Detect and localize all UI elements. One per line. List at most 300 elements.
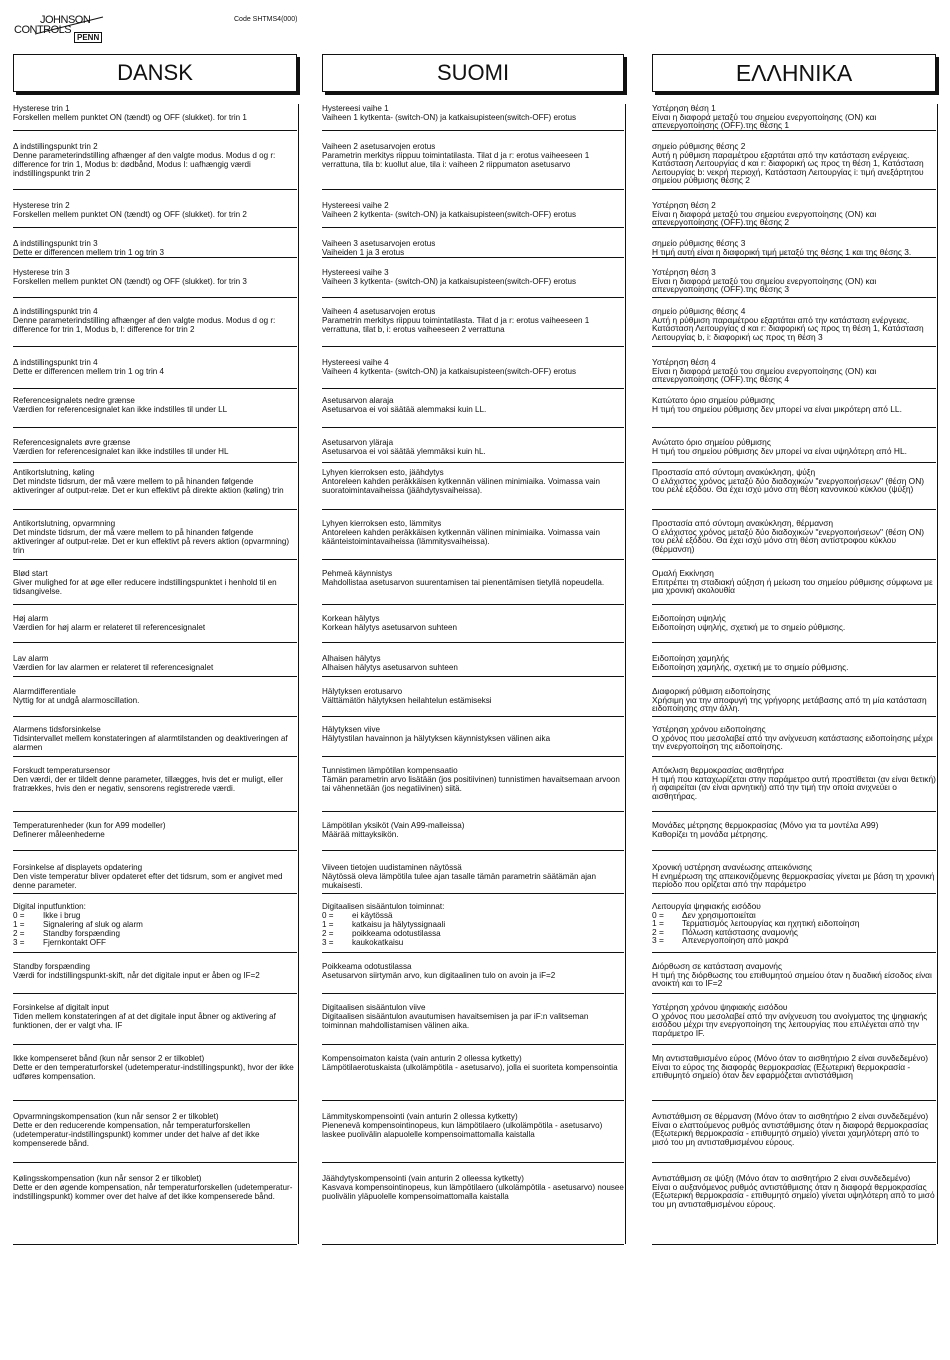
parameter-entry — [13, 1003, 297, 1030]
parameter-entry — [322, 654, 624, 672]
parameter-title: Χρονική υστέρηση ανανέωσης απεικόνισης — [652, 862, 812, 872]
parameter-entry — [322, 1112, 624, 1139]
parameter-title: Μη αντισταθμισμένο εύρος (Μόνο όταν το αισθητήριο 2 είναι συνδεδεμένο) — [652, 1053, 929, 1063]
parameter-entry — [652, 725, 936, 751]
parameter-entry — [322, 725, 624, 743]
parameter-entry — [13, 268, 297, 286]
parameter-entry — [652, 142, 936, 185]
parameter-entry — [13, 569, 297, 596]
entry-divider — [13, 346, 297, 347]
parameter-description: Det mindste tidsrum, der må være mellem to på hinanden følgende aktiveringer af output-relæ. Det er kun effektivt på direkte aktion (køling) trin — [13, 477, 284, 496]
parameter-description: Værdien for lav alarmen er relateret til referencesignalet — [13, 663, 214, 673]
parameter-description: Η τιμή του σημείου ρύθμισης δεν μπορεί να είναι μικρότερη από LL. — [652, 403, 902, 414]
option-key: 1 = — [652, 918, 664, 929]
parameter-entry — [652, 902, 936, 945]
parameter-entry — [13, 687, 297, 705]
parameter-entry — [652, 614, 936, 631]
parameter-title: Δ indstillingspunkt trin 4 — [13, 307, 98, 316]
parameter-title: Προστασία από σύντομη ανακύκληση, ψύξη — [652, 467, 816, 477]
parameter-title: Lav alarm — [13, 654, 49, 663]
parameter-title: Lyhyen kierroksen esto, jäähdytys — [322, 468, 444, 477]
parameter-description: Parametrin merkitys riippuu toimintatilasta. Tilat d ja r: erotus vaiheeseen 1 verrattuna, tilat b, i: erotus vaiheeseen 2 verrattuna — [322, 316, 590, 335]
entry-divider — [652, 227, 936, 228]
parameter-title: Κατώτατο όριο σημείου ρύθμισης — [652, 395, 775, 405]
entry-divider — [652, 642, 936, 643]
parameter-description: Værdien for referencesignalet kan ikke indstilles til under HL — [13, 447, 229, 457]
entry-divider — [652, 952, 936, 953]
parameter-entry — [13, 654, 297, 672]
parameter-description: Välttämätön hälytyksen heilahtelun estämiseksi — [322, 696, 492, 706]
parameter-title: Δ indstillingspunkt trin 4 — [13, 358, 98, 367]
parameter-entry — [652, 766, 936, 800]
parameter-title: Δ indstillingspunkt trin 2 — [13, 142, 98, 151]
entry-divider — [322, 388, 624, 389]
parameter-entry — [13, 468, 297, 495]
parameter-entry — [13, 358, 297, 376]
parameter-title: Vaiheen 4 asetusarvojen erotus — [322, 307, 436, 316]
parameter-title: Vaiheen 3 asetusarvojen erotus — [322, 239, 436, 248]
parameter-title: Kompensoimaton kaista (vain anturin 2 ollessa kytketty) — [322, 1054, 522, 1063]
parameter-entry — [322, 821, 624, 839]
parameter-title: Kølingsskompensation (kun når sensor 2 er tilkoblet) — [13, 1174, 202, 1183]
parameter-description: Kasvava kompensointinopeus, kun lämpötilaero (ulkolämpötila - asetusarvo) nousee puolivälin yläpuolelle kompensoimattomalla kaistalla — [322, 1183, 624, 1202]
parameter-description: Vaiheen 2 kytkenta- (switch-ON) ja katkaisupisteen(switch-OFF) erotus — [322, 210, 576, 220]
parameter-title: Asetusarvon yläraja — [322, 438, 394, 447]
option-key: 0 = — [652, 909, 664, 920]
parameter-description: Dette er den temperaturforskel (udetemperatur-indstillingspunkt), hvor der ikke udføres kompensation. — [13, 1063, 294, 1082]
parameter-title: Hystereesi vaihe 2 — [322, 201, 389, 210]
parameter-description: Χρήσιμη για την αποφυγή της γρήγορης μετάβασης από τη μία κατάσταση ειδοποίησης στην άλλη. — [652, 694, 927, 714]
parameter-title: Antikortslutning, opvarmning — [13, 519, 116, 528]
parameter-description: Η τιμή που καταχωρίζεται στην παράμετρο αυτή προστίθεται (αν είναι θετική) ή αφαιρείται (αν είναι αρνητική) από την τιμή την οποία ανιχνεύει ο αισθητήρας. — [652, 773, 936, 801]
option-value: Δεν χρησιμοποιείται — [682, 909, 756, 920]
option-value: Signalering af sluk og alarm — [43, 920, 143, 930]
entry-divider — [652, 388, 936, 389]
parameter-entry — [13, 519, 297, 555]
option-value: Fjernkontakt OFF — [43, 938, 106, 948]
parameter-entry — [652, 1112, 936, 1146]
option-key: 1 = — [322, 920, 334, 930]
language-header: SUOMI — [322, 54, 624, 92]
parameter-description: Lämpötilaerotuskaista (ulkolämpötila - asetusarvo), jolla ei suoriteta kompensointia — [322, 1063, 618, 1073]
parameter-entry — [652, 239, 936, 256]
entry-divider — [322, 756, 624, 757]
parameter-title: Forskudt temperatursensor — [13, 766, 111, 775]
parameter-title: Ειδοποίηση χαμηλής — [652, 653, 730, 663]
option-key: 3 = — [322, 938, 334, 948]
entry-divider — [13, 257, 297, 258]
entry-divider — [13, 427, 297, 428]
parameter-description: Vaiheen 1 kytkenta- (switch-ON) ja katkaisupisteen(switch-OFF) erotus — [322, 113, 576, 123]
logo-penn-badge: PENN — [74, 32, 102, 43]
parameter-title: Jäähdytyskompensointi (vain anturin 2 olleessa kytketty) — [322, 1174, 524, 1183]
parameter-description: Είναι ο ελαττούμενος ρυθμός αντιστάθμισης όταν η διαφορά θερμοκρασίας (Εξωτερική θερμοκρασία - επιθυμητό σημείο) γίνεται χαμηλότερη από το μισό του μη αντισταθμισμένου εύρους. — [652, 1119, 929, 1147]
parameter-entry — [322, 902, 624, 947]
option-row — [13, 938, 297, 947]
parameter-description: Tiden mellem konstateringen af at det digitale input åbner og aktivering af funktionen, der er valgt vha. IF — [13, 1012, 276, 1031]
parameter-description: Parametrin merkitys riippuu toimintatilasta. Tilat d ja r: erotus vaiheeseen 1 verrattuna, tila b: kuollut alue, tila i: vaiheen 2 riippumaton asetusarvo — [322, 151, 590, 170]
parameter-description: Værdien for høj alarm er relateret til referencesignalet — [13, 623, 206, 633]
column-divider — [625, 104, 627, 1244]
parameter-title: Διόρθωση σε κατάσταση αναμονής — [652, 961, 783, 971]
parameter-description: Αυτή η ρύθμιση παραμέτρου εξαρτάται από την κατάσταση ενέργειας. Κατάσταση Λειτουργίας d και r: διαφορική ως προς τη θέση 1, Κατάσταση Λειτουργίας b, i: διαφορική ως προς τη θέση 3 — [652, 314, 924, 342]
parameter-entry — [652, 569, 936, 595]
entry-divider — [652, 257, 936, 258]
option-value: ei käytössä — [352, 911, 393, 921]
parameter-entry — [652, 468, 936, 494]
parameter-entry — [322, 104, 624, 122]
entry-divider — [652, 130, 936, 131]
entry-divider — [652, 893, 936, 894]
parameter-entry — [13, 104, 297, 122]
option-value: Απενεργοποίηση από μακρά — [682, 935, 789, 946]
option-row — [322, 911, 624, 920]
column-divider — [298, 104, 300, 1244]
parameter-title: Απόκλιση θερμοκρασίας αισθητήρα — [652, 765, 784, 775]
parameter-entry — [13, 725, 297, 752]
parameter-entry — [322, 438, 624, 456]
option-value: Ikke i brug — [43, 911, 81, 921]
entry-divider — [322, 676, 624, 677]
entry-divider — [13, 642, 297, 643]
parameter-description: Vaiheen 4 kytkenta- (switch-ON) ja katkaisupisteen(switch-OFF) erotus — [322, 367, 576, 377]
parameter-entry — [13, 239, 297, 257]
parameter-description: Είναι η διαφορά μεταξύ του σημείου ενεργοποίησης (ON) και απενεργοποίησης (OFF).της θέσης 1 — [652, 111, 877, 131]
parameter-entry — [13, 396, 297, 414]
parameter-title: Standby forspænding — [13, 962, 90, 971]
entry-divider — [322, 427, 624, 428]
entry-divider — [13, 993, 297, 994]
column-greek — [652, 54, 936, 1209]
parameter-title: Hystereesi vaihe 4 — [322, 358, 389, 367]
parameter-description: Επιτρέπει τη σταδιακή αύξηση ή μείωση του σημείου ρύθμισης σύμφωνα με μια χρονική ακολουθία — [652, 576, 933, 596]
parameter-entry — [322, 1174, 624, 1201]
parameter-title: Digitaalisen sisääntulon viive — [322, 1003, 426, 1012]
parameter-entry — [322, 358, 624, 376]
parameter-title: Korkean hälytys — [322, 614, 380, 623]
entry-divider — [322, 850, 624, 851]
parameter-title: Forsinkelse af digitalt input — [13, 1003, 109, 1012]
parameter-description: Καθορίζει τη μονάδα μέτρησης. — [652, 828, 768, 839]
parameter-title: Antikortslutning, køling — [13, 468, 95, 477]
entry-divider — [13, 297, 297, 298]
option-key: 0 = — [13, 911, 25, 921]
parameter-title: Alarmdifferentiale — [13, 687, 76, 696]
parameter-title: Digital inputfunktion: — [13, 902, 86, 911]
entry-divider — [13, 716, 297, 717]
parameter-entry — [13, 1174, 297, 1201]
column-divider — [937, 104, 939, 1244]
entry-divider — [13, 676, 297, 677]
parameter-description: Dette er differencen mellem trin 1 og trin 3 — [13, 248, 165, 258]
entry-divider — [322, 257, 624, 258]
entry-divider — [322, 559, 624, 560]
parameter-entry — [322, 569, 624, 587]
entry-divider — [322, 130, 624, 131]
entry-divider — [652, 756, 936, 757]
parameter-entry — [322, 863, 624, 890]
parameter-title: Opvarmningskompensation (kun når sensor 2 er tilkoblet) — [13, 1112, 219, 1121]
parameter-entry — [13, 307, 297, 334]
parameter-description: Mahdollistaa asetusarvon suurentamisen tai pienentämisen tietyllä nopeudella. — [322, 578, 605, 588]
parameter-title: Προστασία από σύντομη ανακύκληση, θέρμανση — [652, 518, 834, 528]
parameter-entry — [652, 358, 936, 384]
parameter-title: Forsinkelse af displayets opdatering — [13, 863, 143, 872]
parameter-entry — [13, 902, 297, 947]
parameter-description: Nyttig for at undgå alarmoscillation. — [13, 696, 140, 706]
parameter-entry — [13, 438, 297, 456]
parameter-description: Ειδοποίηση υψηλής, σχετική με το σημείο ρύθμισης. — [652, 621, 846, 632]
parameter-title: Hälytyksen erotusarvo — [322, 687, 403, 696]
entry-divider — [652, 1162, 936, 1163]
parameter-title: Vaiheen 2 asetusarvojen erotus — [322, 142, 436, 151]
parameter-entry — [652, 962, 936, 988]
parameter-title: Poikkeama odotustilassa — [322, 962, 412, 971]
parameter-title: Hysterese trin 1 — [13, 104, 70, 113]
parameter-title: Hystereesi vaihe 3 — [322, 268, 389, 277]
entry-divider — [322, 1044, 624, 1045]
parameter-description: Dette er den øgende kompensation, når temperaturforskellen (udetemperatur-indstillingspunkt) kommer over det halve af det ikke kompenserede bånd. — [13, 1183, 293, 1202]
parameter-title: Asetusarvon alaraja — [322, 396, 394, 405]
entry-divider — [322, 811, 624, 812]
option-value: Standby forspænding — [43, 929, 120, 939]
parameter-entry — [322, 1054, 624, 1072]
parameter-description: Asetusarvoa ei voi säätää ylemmäksi kuin hL. — [322, 447, 486, 457]
parameter-entry — [652, 438, 936, 455]
parameter-description: Είναι ο αυξανόμενος ρυθμός αντιστάθμισης όταν η διαφορά θερμοκρασίας (Εξωτερική θερμοκρασία - επιθυμητό σημείο) γίνεται υψηλότερη από το μισό του μη αντισταθμισμένου εύρους. — [652, 1181, 935, 1209]
parameter-description: Alhaisen hälytys asetusarvon suhteen — [322, 663, 458, 673]
entry-divider — [13, 893, 297, 894]
parameter-entry — [322, 239, 624, 257]
parameter-entry — [322, 142, 624, 169]
parameter-description: Antoreleen kahden peräkkäisen kytkennän välinen minimiaika. Voimassa vain käänteistoimintavaiheissa (lämmitysvaiheissa). — [322, 528, 601, 547]
parameter-description: Definerer måleenhederne — [13, 830, 105, 840]
parameter-description: Näytössä oleva lämpötila tulee ajan tasalle tämän parametrin säätämän ajan mukaisesti. — [322, 872, 596, 891]
entry-divider — [652, 462, 936, 463]
entry-divider — [13, 811, 297, 812]
parameter-entry — [652, 654, 936, 671]
parameter-description: Ο ελάχιστος χρόνος μεταξύ δύο διαδοχικών "ενεργοποιήσεων" (θέση ON) του ρελέ εξόδου. Θα έχει ισχύ μόνο στη θέση αντίστροφου κύκλου (θέρμανση) — [652, 526, 925, 554]
parameter-description: Η ενημέρωση της απεικονιζόμενης θερμοκρασίας γίνεται με βάση τη χρονική περίοδο που ορίζεται από την παράμετρο — [652, 870, 935, 890]
entry-divider — [13, 462, 297, 463]
entry-divider — [13, 1162, 297, 1163]
option-key: 3 = — [13, 938, 25, 948]
entry-divider — [652, 811, 936, 812]
parameter-title: Digitaalisen sisääntulon toiminnat: — [322, 902, 445, 911]
parameter-entry — [652, 687, 936, 713]
document-code: Code SHTMS4(000) — [234, 16, 298, 23]
parameter-entry — [13, 142, 297, 178]
parameter-description: Vaiheiden 1 ja 3 erotus — [322, 248, 405, 258]
parameter-title: Λειτουργία ψηφιακής εισόδου — [652, 901, 761, 911]
entry-divider — [322, 716, 624, 717]
entry-divider — [652, 850, 936, 851]
parameter-entry — [322, 519, 624, 546]
parameter-entry — [652, 1054, 936, 1080]
option-value: katkaisu ja hälytyssignaali — [352, 920, 446, 930]
parameter-entry — [13, 614, 297, 632]
parameter-description: Vaiheen 3 kytkenta- (switch-ON) ja katkaisupisteen(switch-OFF) erotus — [322, 277, 576, 287]
option-row — [322, 920, 624, 929]
parameter-title: Αντιστάθμιση σε ψύξη (Μόνο όταν το αισθητήριο 2 είναι συνδεδεμένο) — [652, 1173, 911, 1183]
entry-divider — [13, 509, 297, 510]
entry-divider — [322, 642, 624, 643]
parameter-entry — [322, 687, 624, 705]
parameter-title: Ομαλή Εκκίνηση — [652, 568, 714, 578]
parameter-entry — [652, 396, 936, 413]
parameter-entry — [13, 766, 297, 793]
parameter-title: Hälytyksen viive — [322, 725, 381, 734]
parameter-entry — [322, 268, 624, 286]
parameter-description: Είναι το εύρος της διαφοράς θερμοκρασίας (Εξωτερική θερμοκρασία - επιθυμητό σημείο) όταν δεν εφαρμόζεται αντιστάθμιση — [652, 1061, 911, 1081]
entry-divider — [322, 1100, 624, 1101]
entry-divider — [13, 1100, 297, 1101]
parameter-title: Hystereesi vaihe 1 — [322, 104, 389, 113]
option-row — [13, 911, 297, 920]
entry-divider — [322, 604, 624, 605]
parameter-entry — [652, 1003, 936, 1037]
parameter-title: Alarmens tidsforsinkelse — [13, 725, 101, 734]
entry-divider — [652, 509, 936, 510]
parameter-description: Digitaalisen sisääntulon avautumisen havaitsemisen ja par iF:n valitseman toiminnan mahdollistamisen välinen aika. — [322, 1012, 589, 1031]
parameter-title: Viiveen tietojen uudistaminen näytössä — [322, 863, 462, 872]
parameter-entry — [13, 1054, 297, 1081]
parameter-title: Υστέρηση θέση 4 — [652, 357, 716, 367]
column-suomi — [322, 54, 624, 1202]
parameter-description: Værdi for indstillingspunkt-skift, når det digitale input er åben og IF=2 — [13, 971, 260, 981]
parameter-description: Værdien for referencesignalet kan ikke indstilles til under LL — [13, 405, 228, 415]
parameter-title: Lyhyen kierroksen esto, lämmitys — [322, 519, 442, 528]
parameter-title: Lämmityskompensointi (vain anturin 2 ollessa kytketty) — [322, 1112, 518, 1121]
parameter-entry — [652, 268, 936, 294]
parameter-description: Korkean hälytys asetusarvon suhteen — [322, 623, 457, 633]
parameter-entry — [652, 519, 936, 553]
parameter-entry — [652, 863, 936, 889]
entry-divider — [13, 952, 297, 953]
parameter-entry — [652, 1174, 936, 1208]
parameter-entry — [13, 863, 297, 890]
option-row — [13, 929, 297, 938]
parameter-entry — [322, 201, 624, 219]
parameter-description: Giver mulighed for at øge eller reducere indstillingspunktet i henhold til en tidsangivelse. — [13, 578, 277, 597]
parameter-description: Forskellen mellem punktet ON (tændt) og OFF (slukket). for trin 3 — [13, 277, 247, 287]
entry-divider — [322, 509, 624, 510]
parameter-title: Referencesignalets øvre grænse — [13, 438, 131, 447]
parameter-entry — [322, 962, 624, 980]
entry-divider — [322, 952, 624, 953]
parameter-description: Ο χρόνος που μεσολαβεί από την ανίχνευση κατάστασης ειδοποίησης μέχρι την ενεργοποίηση της ειδοποίησης. — [652, 732, 933, 752]
parameter-title: Ειδοποίηση υψηλής — [652, 613, 726, 623]
entry-divider — [652, 1244, 936, 1245]
parameter-entry — [13, 201, 297, 219]
parameter-title: Tunnistimen lämpötilan kompensaatio — [322, 766, 458, 775]
entry-divider — [652, 559, 936, 560]
entry-divider — [322, 893, 624, 894]
parameter-title: Δ indstillingspunkt trin 3 — [13, 239, 98, 248]
parameter-description: Asetusarvon siirtymän arvo, kun digitaalinen tulo on avoin ja iF=2 — [322, 971, 556, 981]
entry-divider — [322, 227, 624, 228]
option-key: 2 = — [13, 929, 25, 939]
parameter-title: Lämpötilan yksiköt (Vain A99-malleissa) — [322, 821, 465, 830]
entry-divider — [652, 189, 936, 190]
parameter-title: Alhaisen hälytys — [322, 654, 381, 663]
parameter-description: Η τιμή αυτή είναι η διαφορική τιμή μεταξύ της θέσης 1 και της θέσης 3. — [652, 246, 912, 257]
entry-divider — [652, 1044, 936, 1045]
parameter-description: Denne parameterindstilling afhænger af den valgte modus. Modus d og r: difference for trin 1, Modus b: dødbånd, Modus I: uafhængig værdi indstillingspunkt trin 2 — [13, 151, 276, 179]
entry-divider — [13, 756, 297, 757]
entry-divider — [652, 676, 936, 677]
parameter-description: Η τιμή του σημείου ρύθμισης δεν μπορεί να είναι υψηλότερη από HL. — [652, 445, 907, 456]
parameter-description: Είναι η διαφορά μεταξύ του σημείου ενεργοποίησης (ON) και απενεργοποίησης (OFF).της θέσης 3 — [652, 275, 877, 295]
parameter-entry — [322, 1003, 624, 1030]
parameter-entry — [322, 468, 624, 495]
parameter-title: Referencesignalets nedre grænse — [13, 396, 135, 405]
entry-divider — [13, 189, 297, 190]
option-key: 3 = — [652, 935, 664, 946]
parameter-description: Den viste temperatur bliver opdateret efter det tidsrum, som er angivet med denne parameter. — [13, 872, 283, 891]
parameter-entry — [652, 821, 936, 838]
option-key: 0 = — [322, 911, 334, 921]
parameter-title: Blød start — [13, 569, 48, 578]
entry-divider — [652, 993, 936, 994]
company-logo — [14, 14, 114, 46]
parameter-entry — [322, 766, 624, 793]
parameter-title: Hysterese trin 2 — [13, 201, 70, 210]
entry-divider — [13, 227, 297, 228]
parameter-description: Den værdi, der er tildelt denne parameter, tillægges, hvis det er muligt, eller fratrækkes, hvis den er negativ, sensorens registrerede værdi. — [13, 775, 283, 794]
entry-divider — [13, 130, 297, 131]
parameter-entry — [13, 1112, 297, 1148]
parameter-description: Antoreleen kahden peräkkäisen kytkennän välinen minimiaika. Voimassa vain suoratoimintavaiheissa (jäähdytysvaiheissa). — [322, 477, 601, 496]
parameter-title: Hysterese trin 3 — [13, 268, 70, 277]
option-key: 2 = — [322, 929, 334, 939]
entry-divider — [322, 297, 624, 298]
entry-divider — [322, 1244, 624, 1245]
entry-divider — [652, 604, 936, 605]
parameter-description: Det mindste tidsrum, der må være mellem to på hinanden følgende aktiveringer af output-relæ. Det er kun effektivt på revers aktion (opvarmning) trin — [13, 528, 290, 556]
parameter-entry — [652, 104, 936, 130]
logo-johnson-text: JOHNSON — [40, 14, 91, 26]
option-value: kaukokatkaisu — [352, 938, 404, 948]
logo-controls-text: CONTROLS — [14, 24, 72, 36]
entry-divider — [652, 1100, 936, 1101]
entry-divider — [13, 559, 297, 560]
parameter-title: Temperaturenheder (kun for A99 modeller) — [13, 821, 166, 830]
parameter-title: Høj alarm — [13, 614, 49, 623]
parameter-entry — [13, 962, 297, 980]
parameter-title: Ανώτατο όριο σημείου ρύθμισης — [652, 437, 771, 447]
parameter-title: Pehmeä käynnistys — [322, 569, 393, 578]
parameter-entry — [322, 614, 624, 632]
entry-divider — [322, 993, 624, 994]
parameter-description: Ειδοποίηση χαμηλής, σχετική με το σημείο ρύθμισης. — [652, 661, 849, 672]
entry-divider — [652, 346, 936, 347]
column-dansk — [13, 54, 297, 1202]
parameter-description: Pienenevä kompensointinopeus, kun lämpötilaero (ulkolämpötila - asetusarvo) laskee puolivälin alapuolelle kompensoimattomalla kaistalla — [322, 1121, 603, 1140]
parameter-description: Ο χρόνος που μεσολαβεί από την ανίχνευση του ανοίγματος της ψηφιακής εισόδου μέχρι την ενεργοποίηση της λειτουργίας που επιλέγεται από την παράμετρο IF. — [652, 1010, 928, 1038]
parameter-description: Dette er differencen mellem trin 1 og trin 4 — [13, 367, 165, 377]
language-header: DANSK — [13, 54, 297, 92]
parameter-title: Υστέρηση χρόνου ειδοποίησης — [652, 724, 766, 734]
option-row — [13, 920, 297, 929]
parameter-description: Αυτή η ρύθμιση παραμέτρου εξαρτάται από την κατάσταση ενέργειας. Κατάσταση Λειτουργίας d και r: διαφορική ως προς τη θέση 1, Κατάσταση Λειτουργίας b: νεκρή περιοχή, Κατάσταση Λειτουργίας i: τιμή ανεξάρτητου σημείου ρύθμισης θέσης 2 — [652, 149, 924, 186]
entry-divider — [13, 850, 297, 851]
entry-divider — [13, 388, 297, 389]
entry-divider — [322, 1162, 624, 1163]
parameter-description: Forskellen mellem punktet ON (tændt) og OFF (slukket). for trin 2 — [13, 210, 247, 220]
entry-divider — [322, 189, 624, 190]
parameter-title: σημείο ρύθμισης θέσης 4 — [652, 306, 746, 316]
